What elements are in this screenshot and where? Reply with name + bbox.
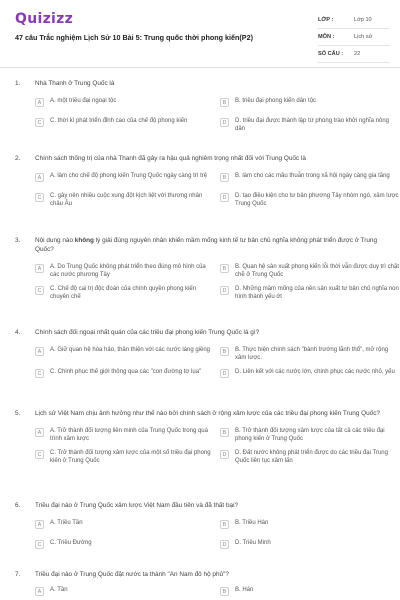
meta-key: LỚP : — [318, 17, 334, 23]
option-letter-badge: A — [35, 173, 44, 182]
question-head — [15, 329, 385, 338]
question-number: 4. — [15, 329, 21, 336]
question-head — [15, 80, 385, 89]
meta-value: Lớp 10 — [354, 17, 372, 23]
answer-option-a[interactable] — [35, 519, 215, 533]
answer-option-a[interactable] — [35, 586, 215, 600]
option-letter-badge: C — [35, 118, 44, 127]
answer-option-d[interactable] — [220, 192, 400, 208]
meta-key: SỐ CÂU : — [318, 51, 344, 57]
option-letter-badge: D — [220, 540, 229, 549]
answer-options — [35, 97, 389, 133]
option-text: B. Hán — [235, 586, 254, 593]
answer-option-b[interactable] — [220, 427, 400, 443]
brand-logo: Quizizz — [15, 11, 74, 27]
option-text: B. Quan hệ sản xuất phong kiến lỗi thời vẫn được duy trì chặt chẽ ở Trung Quốc — [235, 263, 399, 278]
option-text: D. tạo điều kiện cho tư bản phương Tây nhòm ngó, xâm lược Trung Quốc — [235, 192, 399, 207]
question-7 — [15, 571, 385, 600]
answer-option-d[interactable] — [220, 368, 400, 382]
question-1 — [15, 80, 389, 133]
option-letter-badge: D — [220, 369, 229, 378]
answer-option-c[interactable] — [35, 368, 215, 382]
question-number: 7. — [15, 571, 21, 578]
option-letter-badge: B — [220, 98, 229, 107]
question-number: 3. — [15, 237, 21, 244]
meta-key: MÔN : — [318, 34, 335, 40]
answer-option-a[interactable] — [35, 172, 215, 186]
option-letter-badge: B — [220, 347, 229, 356]
question-text: Triều đại nào ở Trung Quốc xâm lược Việt Nam đầu tiên và đã thất bại? — [35, 502, 239, 509]
option-text: C. Chế độ cai trị độc đoán của chính quyền phong kiến chuyên chế — [50, 285, 197, 300]
answer-options — [35, 586, 385, 600]
question-3 — [15, 237, 399, 301]
option-text: A. Do Trung Quốc không phát triển theo đúng mô hình của các nước phương Tây — [50, 263, 206, 278]
option-letter-badge: D — [220, 450, 229, 459]
option-letter-badge: A — [35, 264, 44, 273]
answer-option-c[interactable] — [35, 285, 215, 301]
question-head — [15, 237, 385, 255]
answer-option-b[interactable] — [220, 172, 400, 186]
meta-row-subject — [318, 29, 390, 46]
option-letter-badge: A — [35, 347, 44, 356]
option-text: B. Trở thành đối tượng xâm lược của tất cả các triều đại phong kiến ở Trung Quốc — [235, 427, 385, 442]
option-text: A. Tần — [50, 586, 68, 593]
question-text-pre: Nội dung nào — [35, 237, 75, 244]
option-letter-badge: C — [35, 369, 44, 378]
page-title: 47 câu Trắc nghiệm Lịch Sử 10 Bài 5: Trung quốc thời phong kiến(P2) — [15, 33, 253, 42]
question-5 — [15, 410, 388, 465]
answer-option-a[interactable] — [35, 346, 215, 362]
question-number: 6. — [15, 502, 21, 509]
option-letter-badge: C — [35, 540, 44, 549]
question-2 — [15, 155, 399, 208]
answer-option-d[interactable] — [220, 449, 400, 465]
option-text: A. Triều Tần — [50, 519, 83, 526]
option-text: C. thời kì phát triển đỉnh cao của chế độ phong kiến — [50, 117, 188, 124]
page-header — [0, 0, 400, 62]
option-letter-badge: D — [220, 118, 229, 127]
option-letter-badge: B — [220, 173, 229, 182]
question-text: Triều đại nào ở Trung Quốc đặt nước ta thành "An Nam đô hộ phủ"? — [35, 571, 229, 578]
question-number: 1. — [15, 80, 21, 87]
answer-option-b[interactable] — [220, 519, 400, 533]
answer-option-d[interactable] — [220, 117, 400, 133]
answer-options — [35, 346, 395, 382]
option-letter-badge: D — [220, 286, 229, 295]
answer-option-c[interactable] — [35, 539, 215, 553]
answer-options — [35, 263, 399, 301]
answer-option-c[interactable] — [35, 117, 215, 133]
question-head — [15, 410, 385, 419]
answer-option-c[interactable] — [35, 192, 215, 208]
question-text-emphasis: không — [74, 237, 94, 244]
option-text: C. Trở thành đối tượng xâm lược của một số triều đại phong kiến ở Trung Quốc — [50, 449, 211, 464]
option-text: B. triều đại phong kiến dân tộc — [235, 97, 317, 104]
question-4 — [15, 329, 395, 382]
option-letter-badge: A — [35, 520, 44, 529]
option-letter-badge: D — [220, 193, 229, 202]
answer-option-b[interactable] — [220, 586, 400, 600]
question-number: 5. — [15, 410, 21, 417]
option-text: D. Những mầm mống của nền sản xuất tư bản chủ nghĩa non hình thành yếu ớt — [235, 285, 399, 300]
question-number: 2. — [15, 155, 21, 162]
question-text: Lịch sử Việt Nam chịu ảnh hưởng như thế nào bởi chính sách ở rộng xâm lược của các triều đại phong kiến Trung Quốc? — [35, 410, 380, 417]
answer-option-b[interactable] — [220, 97, 400, 111]
answer-option-a[interactable] — [35, 427, 215, 443]
option-text: C. Triều Đường — [50, 539, 92, 546]
option-letter-badge: C — [35, 286, 44, 295]
option-letter-badge: B — [220, 587, 229, 596]
option-letter-badge: A — [35, 98, 44, 107]
question-head — [15, 502, 385, 511]
option-letter-badge: A — [35, 587, 44, 596]
answer-option-a[interactable] — [35, 97, 215, 111]
answer-options — [35, 427, 388, 465]
option-text: D. Triều Minh — [235, 539, 271, 546]
answer-options — [35, 519, 385, 553]
meta-row-class — [318, 12, 390, 29]
answer-option-d[interactable] — [220, 285, 400, 301]
option-letter-badge: A — [35, 428, 44, 437]
question-head — [15, 155, 385, 164]
question-6 — [15, 502, 385, 553]
option-text: B. làm cho các mâu thuẫn trong xã hội ngày càng gia tăng — [235, 172, 390, 179]
answer-option-b[interactable] — [220, 263, 400, 279]
question-text: Chính sách thống trị của nhà Thanh đã gây ra hậu quả nghiêm trọng nhất đối với Trung Quốc là — [35, 155, 306, 162]
question-text-post: lý giải đúng nguyên nhân khiến mầm mống kinh tế tư bản chủ nghĩa không phát triển được ở Trung Quốc? — [35, 237, 378, 253]
option-text: B. Triều Hán — [235, 519, 269, 526]
option-letter-badge: C — [35, 450, 44, 459]
option-letter-badge: C — [35, 193, 44, 202]
option-text: A. một triều đại ngoại tộc — [50, 97, 117, 104]
answer-option-d[interactable] — [220, 539, 400, 553]
option-text: D. Liên kết với các nước lớn, chinh phục các nước nhỏ, yếu — [235, 368, 395, 375]
answer-option-c[interactable] — [35, 449, 215, 465]
question-text: Nhà Thanh ở Trung Quốc là — [35, 80, 115, 87]
header-divider — [0, 67, 400, 68]
answer-options — [35, 172, 399, 208]
option-text: C. Chinh phục thế giới thông qua các "con đường tơ lụa" — [50, 368, 202, 375]
option-text: A. làm cho chế độ phong kiến Trung Quốc ngày càng trì trệ — [50, 172, 208, 179]
meta-value: Lịch sử — [354, 34, 373, 40]
option-text: B. Thực hiện chính sách "bành trướng lãnh thổ", mở rộng xâm lược. — [235, 346, 389, 361]
meta-value: 22 — [354, 51, 361, 57]
question-text — [35, 237, 385, 255]
question-text: Chính sách đối ngoại nhất quán của các triều đại phong kiến Trung Quốc là gì? — [35, 329, 260, 336]
option-letter-badge: B — [220, 264, 229, 273]
quiz-meta — [318, 12, 390, 63]
option-text: D. triều đại được thành lập từ phong trào khởi nghĩa nông dân — [235, 117, 389, 132]
option-letter-badge: B — [220, 428, 229, 437]
option-text: A. Giữ quan hệ hòa hảo, thân thiện với các nước láng giềng — [50, 346, 211, 353]
answer-option-b[interactable] — [220, 346, 400, 362]
option-text: C. gây nên nhiều cuộc xung đột kịch liệt với thương nhân châu Âu — [50, 192, 203, 207]
meta-row-count — [318, 46, 390, 63]
option-text: A. Trở thành đối tượng liên minh của Trung Quốc trong quá trình xâm lược — [50, 427, 208, 442]
answer-option-a[interactable] — [35, 263, 215, 279]
option-letter-badge: B — [220, 520, 229, 529]
option-text: D. Đất nước không phát triển được do các triều đại Trung Quốc liên tục xâm lấn — [235, 449, 388, 464]
question-head — [15, 571, 385, 580]
